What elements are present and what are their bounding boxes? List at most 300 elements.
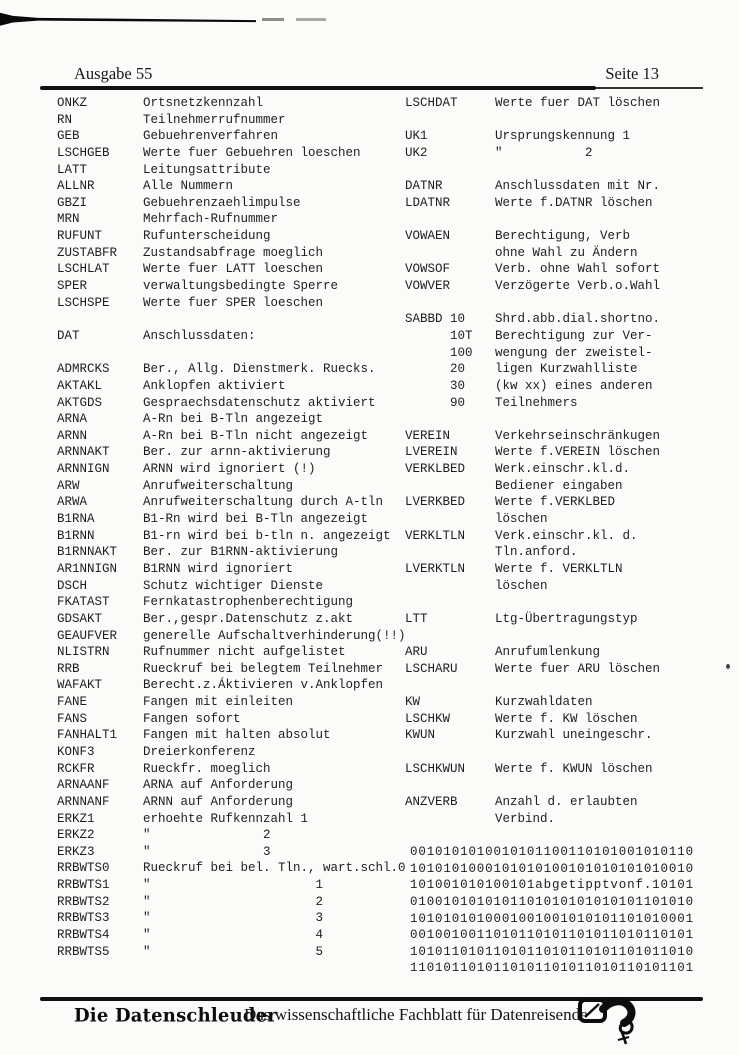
description-cell: Anschlussdaten mit Nr. [495, 179, 661, 194]
table-row [405, 261, 660, 278]
description-cell: Anschlussdaten: [143, 328, 256, 343]
code-cell: ARNNANF [57, 794, 110, 809]
table-row [57, 311, 406, 328]
description-cell: Berechtigung, Verb [495, 229, 631, 244]
table-row [405, 444, 660, 461]
code-cell: VERKLTLN [405, 528, 466, 543]
code-cell: KWUN [405, 728, 436, 743]
description-cell: Anzahl d. erlaubten [495, 794, 638, 809]
table-row [57, 345, 406, 362]
binary-line: 0010010011010110101101011010110101 [410, 928, 694, 943]
code-cell: B1RNN [57, 528, 95, 543]
code-cell [405, 544, 495, 561]
code-cell: DATNR [405, 179, 443, 194]
description-cell: " 2 [495, 145, 593, 160]
table-row [57, 877, 406, 894]
code-cell [405, 628, 495, 645]
page-number-label: Seite 13 [605, 64, 659, 83]
table-row [57, 711, 406, 728]
table-row [57, 228, 406, 245]
description-cell: B1-Rn wird bei B-Tln angezeigt [143, 512, 369, 527]
description-cell: Rueckruf bei belegtem Teilnehmer [143, 661, 384, 676]
description-cell: " 2 [143, 894, 324, 909]
code-cell: VOWVER [405, 279, 451, 294]
header-rule-thin [590, 87, 703, 89]
code-cell: AKTGDS [57, 395, 103, 410]
binary-line: 0010101010010101100110101001010110 [410, 845, 694, 859]
code-cell: LDATNR [405, 195, 451, 210]
description-cell: löschen [495, 578, 548, 593]
table-row [405, 461, 660, 478]
table-row [57, 761, 406, 778]
code-cell [405, 827, 495, 844]
description-cell: Fangen mit halten absolut [143, 728, 331, 743]
description-cell: Werte f. KWUN löschen [495, 761, 653, 776]
code-cell: VERKLBED [405, 462, 466, 477]
code-cell: ANZVERB [405, 794, 458, 809]
description-cell: ligen Kurzwahlliste [495, 362, 638, 377]
code-cell: LSCHLAT [57, 262, 110, 277]
description-cell: Ber. zur arnn-aktivierung [143, 445, 331, 460]
code-cell: LSCHSPE [57, 295, 110, 310]
description-cell: Berecht.z.Áktivieren v.Anklopfen [143, 678, 384, 693]
description-cell: generelle Aufschaltverhinderung(!!) [143, 628, 406, 643]
table-row [57, 944, 406, 961]
table-row [57, 894, 406, 911]
description-cell: ARNN wird ignoriert (!) [143, 462, 316, 477]
table-row [405, 128, 660, 145]
table-row [405, 295, 660, 312]
code-cell: RUFUNT [57, 229, 103, 244]
table-row [405, 328, 660, 345]
description-cell: Gebuehrenverfahren [143, 129, 279, 144]
binary-filler-block [410, 844, 694, 977]
description-cell: Mehrfach-Rufnummer [143, 212, 279, 227]
table-row [405, 744, 660, 761]
description-cell: Ltg-Übertragungstyp [495, 611, 638, 626]
table-row [57, 644, 406, 661]
code-cell [405, 411, 495, 428]
description-cell: Ber., Allg. Dienstmerk. Ruecks. [143, 362, 376, 377]
code-cell: 30 [405, 378, 466, 393]
description-cell: erhoehte Rufkennzahl 1 [143, 811, 309, 826]
description-cell: B1RNN wird ignoriert [143, 561, 294, 576]
description-cell: Verkehrseinschränkugen [495, 428, 661, 443]
table-row [57, 128, 406, 145]
description-cell: Werte fuer LATT loeschen [143, 262, 324, 277]
table-row [57, 661, 406, 678]
table-row [405, 478, 660, 495]
description-cell: Tln.anford. [495, 545, 578, 560]
code-cell: RRBWTS1 [57, 878, 110, 893]
table-row [57, 295, 406, 312]
code-cell: RRBWTS4 [57, 928, 110, 943]
code-cell: ONKZ [57, 96, 88, 110]
description-cell: Anrufumlenkung [495, 645, 601, 660]
table-row [57, 827, 406, 844]
table-row [57, 594, 406, 611]
table-row [57, 261, 406, 278]
table-row [57, 694, 406, 711]
description-cell: Werte fuer SPER loeschen [143, 295, 324, 310]
scan-artifact-streak [0, 12, 256, 26]
code-cell [405, 478, 495, 495]
description-cell: Fangen sofort [143, 711, 241, 726]
table-row [405, 628, 660, 645]
table-row [405, 494, 660, 511]
code-cell: RRBWTS2 [57, 894, 110, 909]
table-row [57, 744, 406, 761]
codes-table-right-column [405, 95, 660, 844]
description-cell: " 1 [143, 878, 324, 893]
code-cell: RRBWTS5 [57, 944, 110, 959]
description-cell: Fangen mit einleiten [143, 695, 294, 710]
code-cell [405, 211, 495, 228]
description-cell: ohne Wahl zu Ändern [495, 245, 638, 260]
code-cell [405, 245, 495, 262]
table-row [57, 910, 406, 927]
description-cell: Rueckfr. moeglich [143, 761, 271, 776]
table-row [57, 544, 406, 561]
code-cell: FKATAST [57, 595, 110, 610]
table-row [57, 611, 406, 628]
table-row [57, 178, 406, 195]
table-row [57, 411, 406, 428]
table-row [405, 694, 660, 711]
code-cell: VOWSOF [405, 262, 451, 277]
code-cell: MRN [57, 212, 80, 227]
code-cell: VOWAEN [405, 229, 451, 244]
code-cell [405, 511, 495, 528]
code-cell [405, 295, 495, 312]
description-cell: Ber.,gespr.Datenschutz z.akt [143, 611, 354, 626]
table-row [57, 628, 406, 645]
code-cell: GEAUFVER [57, 628, 118, 643]
table-row [57, 811, 406, 828]
description-cell: Werte f. KW löschen [495, 711, 638, 726]
table-row [57, 677, 406, 694]
code-cell: DSCH [57, 578, 88, 593]
table-row [57, 195, 406, 212]
description-cell: (kw xx) eines anderen [495, 378, 653, 393]
table-row [405, 211, 660, 228]
description-cell: Anrufweiterschaltung durch A-tln [143, 495, 384, 510]
table-row [405, 378, 660, 395]
code-cell: KW [405, 695, 421, 710]
table-row [57, 844, 406, 861]
binary-line: 1010101010001001001010101101010001 [410, 911, 694, 926]
table-row [405, 611, 660, 628]
code-cell: ZUSTABFR [57, 245, 118, 260]
table-row [57, 478, 406, 495]
table-row [405, 511, 660, 528]
description-cell: Ursprungskennung 1 [495, 129, 631, 144]
code-cell [405, 594, 495, 611]
table-row [405, 395, 660, 412]
table-row [405, 661, 660, 678]
table-row [57, 328, 406, 345]
code-cell [405, 744, 495, 761]
code-cell: 10T [405, 328, 473, 343]
description-cell: " 4 [143, 928, 324, 943]
code-cell: ARNNIGN [57, 462, 110, 477]
description-cell: Werte fuer Gebuehren loeschen [143, 145, 361, 160]
description-cell: Zustandsabfrage moeglich [143, 245, 324, 260]
description-cell: Anklopfen aktiviert [143, 378, 286, 393]
description-cell: Bediener eingaben [495, 478, 623, 493]
code-cell: ALLNR [57, 179, 95, 194]
code-cell [57, 345, 143, 362]
description-cell: Ortsnetzkennzahl [143, 96, 264, 110]
description-cell: Werte fuer ARU löschen [495, 661, 661, 676]
table-row [405, 162, 660, 179]
code-cell: LSCHKW [405, 711, 451, 726]
description-cell: " 3 [143, 844, 271, 859]
code-cell [405, 112, 495, 129]
description-cell: Verbind. [495, 811, 556, 826]
magazine-tagline: Das wissenschaftliche Fachblatt für Datenreisende [244, 1005, 588, 1024]
code-cell: AKTAKL [57, 378, 103, 393]
table-row [57, 245, 406, 262]
code-cell: RRBWTS3 [57, 911, 110, 926]
code-cell: FANHALT1 [57, 728, 118, 743]
table-row [405, 827, 660, 844]
code-cell: ARU [405, 645, 428, 660]
table-row [57, 927, 406, 944]
code-cell: NLISTRN [57, 645, 110, 660]
code-cell: RRB [57, 661, 80, 676]
table-row [405, 145, 660, 162]
description-cell: Anrufweiterschaltung [143, 478, 294, 493]
code-cell: ERKZ1 [57, 811, 95, 826]
code-cell: LVERKTLN [405, 561, 466, 576]
table-row [57, 561, 406, 578]
code-cell [405, 578, 495, 595]
table-row [57, 860, 406, 877]
description-cell: " 3 [143, 911, 324, 926]
code-cell: LSCHKWUN [405, 761, 466, 776]
table-row [57, 461, 406, 478]
description-cell: Rufunterscheidung [143, 229, 271, 244]
code-cell: WAFAKT [57, 678, 103, 693]
scan-artifact-dash [296, 18, 326, 21]
code-cell: UK1 [405, 129, 428, 144]
code-cell: LSCHGEB [57, 145, 110, 160]
code-cell: ADMRCKS [57, 362, 110, 377]
description-cell: Kurzwahldaten [495, 695, 593, 710]
code-cell: 100 [405, 345, 473, 360]
code-cell: 20 [405, 362, 466, 377]
binary-line: 1101011010110101101011010110101101 [410, 961, 694, 976]
description-cell: Teilnehmers [495, 395, 578, 410]
code-cell: 90 [405, 395, 466, 410]
table-row [405, 777, 660, 794]
code-cell: LVEREIN [405, 445, 458, 460]
table-row [405, 361, 660, 378]
table-row [405, 345, 660, 362]
description-cell: A-Rn bei B-Tln angezeigt [143, 412, 324, 427]
code-cell: B1RNNAKT [57, 545, 118, 560]
description-cell: Berechtigung zur Ver- [495, 328, 653, 343]
description-cell: Werk.einschr.kl.d. [495, 462, 631, 477]
code-cell: ERKZ2 [57, 828, 95, 843]
description-cell: Shrd.abb.dial.shortno. [495, 312, 661, 327]
table-row [57, 428, 406, 445]
code-cell: ARNA [57, 412, 88, 427]
code-cell: LATT [57, 162, 88, 177]
table-row [405, 711, 660, 728]
code-cell: LSCHARU [405, 661, 458, 676]
table-row [57, 528, 406, 545]
description-cell: Werte f.VERKLBED [495, 495, 616, 510]
description-cell: " 2 [143, 828, 271, 843]
code-cell: UK2 [405, 145, 428, 160]
description-cell: Verk.einschr.kl. d. [495, 528, 638, 543]
description-cell: Gespraechsdatenschutz aktiviert [143, 395, 376, 410]
description-cell: Fernkatastrophenberechtigung [143, 595, 354, 610]
code-cell: RN [57, 112, 73, 127]
table-row [57, 162, 406, 179]
table-row [405, 311, 660, 328]
scan-artifact-dash [262, 18, 284, 21]
table-row [57, 494, 406, 511]
description-cell: Rufnummer nicht aufgelistet [143, 645, 346, 660]
code-cell [405, 162, 495, 179]
table-row [405, 528, 660, 545]
binary-line: 101001010100101abgetipptvonf.10101 [410, 878, 694, 893]
description-cell: wengung der zweistel- [495, 345, 653, 360]
table-row [405, 677, 660, 694]
table-row [57, 278, 406, 295]
code-cell: FANS [57, 711, 88, 726]
table-row [57, 112, 406, 129]
table-row [57, 727, 406, 744]
table-row [57, 145, 406, 162]
description-cell: B1-rn wird bei b-tln n. angezeigt [143, 528, 391, 543]
binary-line: 0100101010101101010101010101101010 [410, 894, 694, 909]
code-cell [405, 677, 495, 694]
table-row [405, 727, 660, 744]
table-row [57, 777, 406, 794]
issue-label: Ausgabe 55 [74, 64, 153, 83]
table-row [57, 378, 406, 395]
description-cell: Dreierkonferenz [143, 744, 256, 759]
table-row [405, 644, 660, 661]
description-cell: Gebuehrenzaehlimpulse [143, 195, 301, 210]
code-cell: ERKZ3 [57, 844, 95, 859]
table-row [57, 361, 406, 378]
description-cell: ARNA auf Anforderung [143, 778, 294, 793]
table-row [405, 112, 660, 129]
table-row [57, 395, 406, 412]
table-row [57, 511, 406, 528]
code-cell: SPER [57, 279, 88, 294]
code-cell: ARNNAKT [57, 445, 110, 460]
table-row [57, 444, 406, 461]
description-cell: Ber. zur B1RNN-aktivierung [143, 545, 339, 560]
code-cell [405, 777, 495, 794]
code-cell: LSCHDAT [405, 96, 458, 110]
description-cell: ARNN auf Anforderung [143, 794, 294, 809]
description-cell: Werte fuer DAT löschen [495, 96, 661, 110]
table-row [405, 228, 660, 245]
code-cell: ARW [57, 478, 80, 493]
code-cell: B1RNA [57, 512, 95, 527]
table-row [405, 594, 660, 611]
code-cell: AR1NNIGN [57, 561, 118, 576]
code-cell: ARNAANF [57, 778, 110, 793]
table-row [405, 195, 660, 212]
table-row [405, 428, 660, 445]
description-cell: Werte f.DATNR löschen [495, 195, 653, 210]
table-row [405, 811, 660, 828]
code-cell: DAT [57, 328, 80, 343]
datenschleuder-posthorn-logo-icon [577, 989, 653, 1047]
description-cell: Verb. ohne Wahl sofort [495, 262, 661, 277]
code-cell [405, 811, 495, 828]
code-cell: GDSAKT [57, 611, 103, 626]
description-cell: Schutz wichtiger Dienste [143, 578, 324, 593]
code-cell: SABBD 10 [405, 312, 466, 327]
code-cell: LVERKBED [405, 495, 466, 510]
description-cell: " 5 [143, 944, 324, 959]
code-cell: FANE [57, 695, 88, 710]
table-row [405, 411, 660, 428]
code-cell: ARNN [57, 428, 88, 443]
scan-artifact-dot [726, 664, 730, 669]
code-cell: GEB [57, 129, 80, 144]
table-row [405, 278, 660, 295]
table-row [405, 245, 660, 262]
binary-line: 1010101000101010100101010101010010 [410, 861, 694, 876]
table-row [405, 95, 660, 112]
table-row [405, 178, 660, 195]
description-cell: löschen [495, 512, 548, 527]
code-cell: RCKFR [57, 761, 95, 776]
magazine-brand: Die Datenschleuder [74, 1004, 277, 1027]
table-row [405, 794, 660, 811]
table-row [57, 95, 406, 112]
table-row [405, 578, 660, 595]
code-cell [57, 311, 143, 328]
description-cell: Kurzwahl uneingeschr. [495, 728, 653, 743]
codes-table-left-column [57, 95, 406, 960]
code-cell: LTT [405, 611, 428, 626]
table-row [405, 544, 660, 561]
table-row [57, 211, 406, 228]
description-cell: Leitungsattribute [143, 162, 271, 177]
description-cell: Verzögerte Verb.o.Wahl [495, 279, 661, 294]
table-row [57, 578, 406, 595]
code-cell: ARWA [57, 495, 88, 510]
table-row [57, 794, 406, 811]
description-cell: A-Rn bei B-Tln nicht angezeigt [143, 428, 369, 443]
table-row [405, 561, 660, 578]
code-cell: VEREIN [405, 428, 451, 443]
description-cell: Alle Nummern [143, 179, 234, 194]
description-cell: Rueckruf bei bel. Tln., wart.schl.0 [143, 861, 406, 876]
description-cell: Werte f.VEREIN löschen [495, 445, 661, 460]
code-cell: KONF3 [57, 744, 95, 759]
table-row [405, 761, 660, 778]
description-cell: Teilnehmerrufnummer [143, 112, 286, 127]
description-cell: Werte f. VERKLTLN [495, 561, 623, 576]
binary-line: 1010110101101011010110101101011010 [410, 944, 694, 959]
header-rule [40, 86, 596, 90]
code-cell: RRBWTS0 [57, 861, 110, 876]
code-cell: GBZI [57, 195, 88, 210]
description-cell: verwaltungsbedingte Sperre [143, 279, 339, 294]
